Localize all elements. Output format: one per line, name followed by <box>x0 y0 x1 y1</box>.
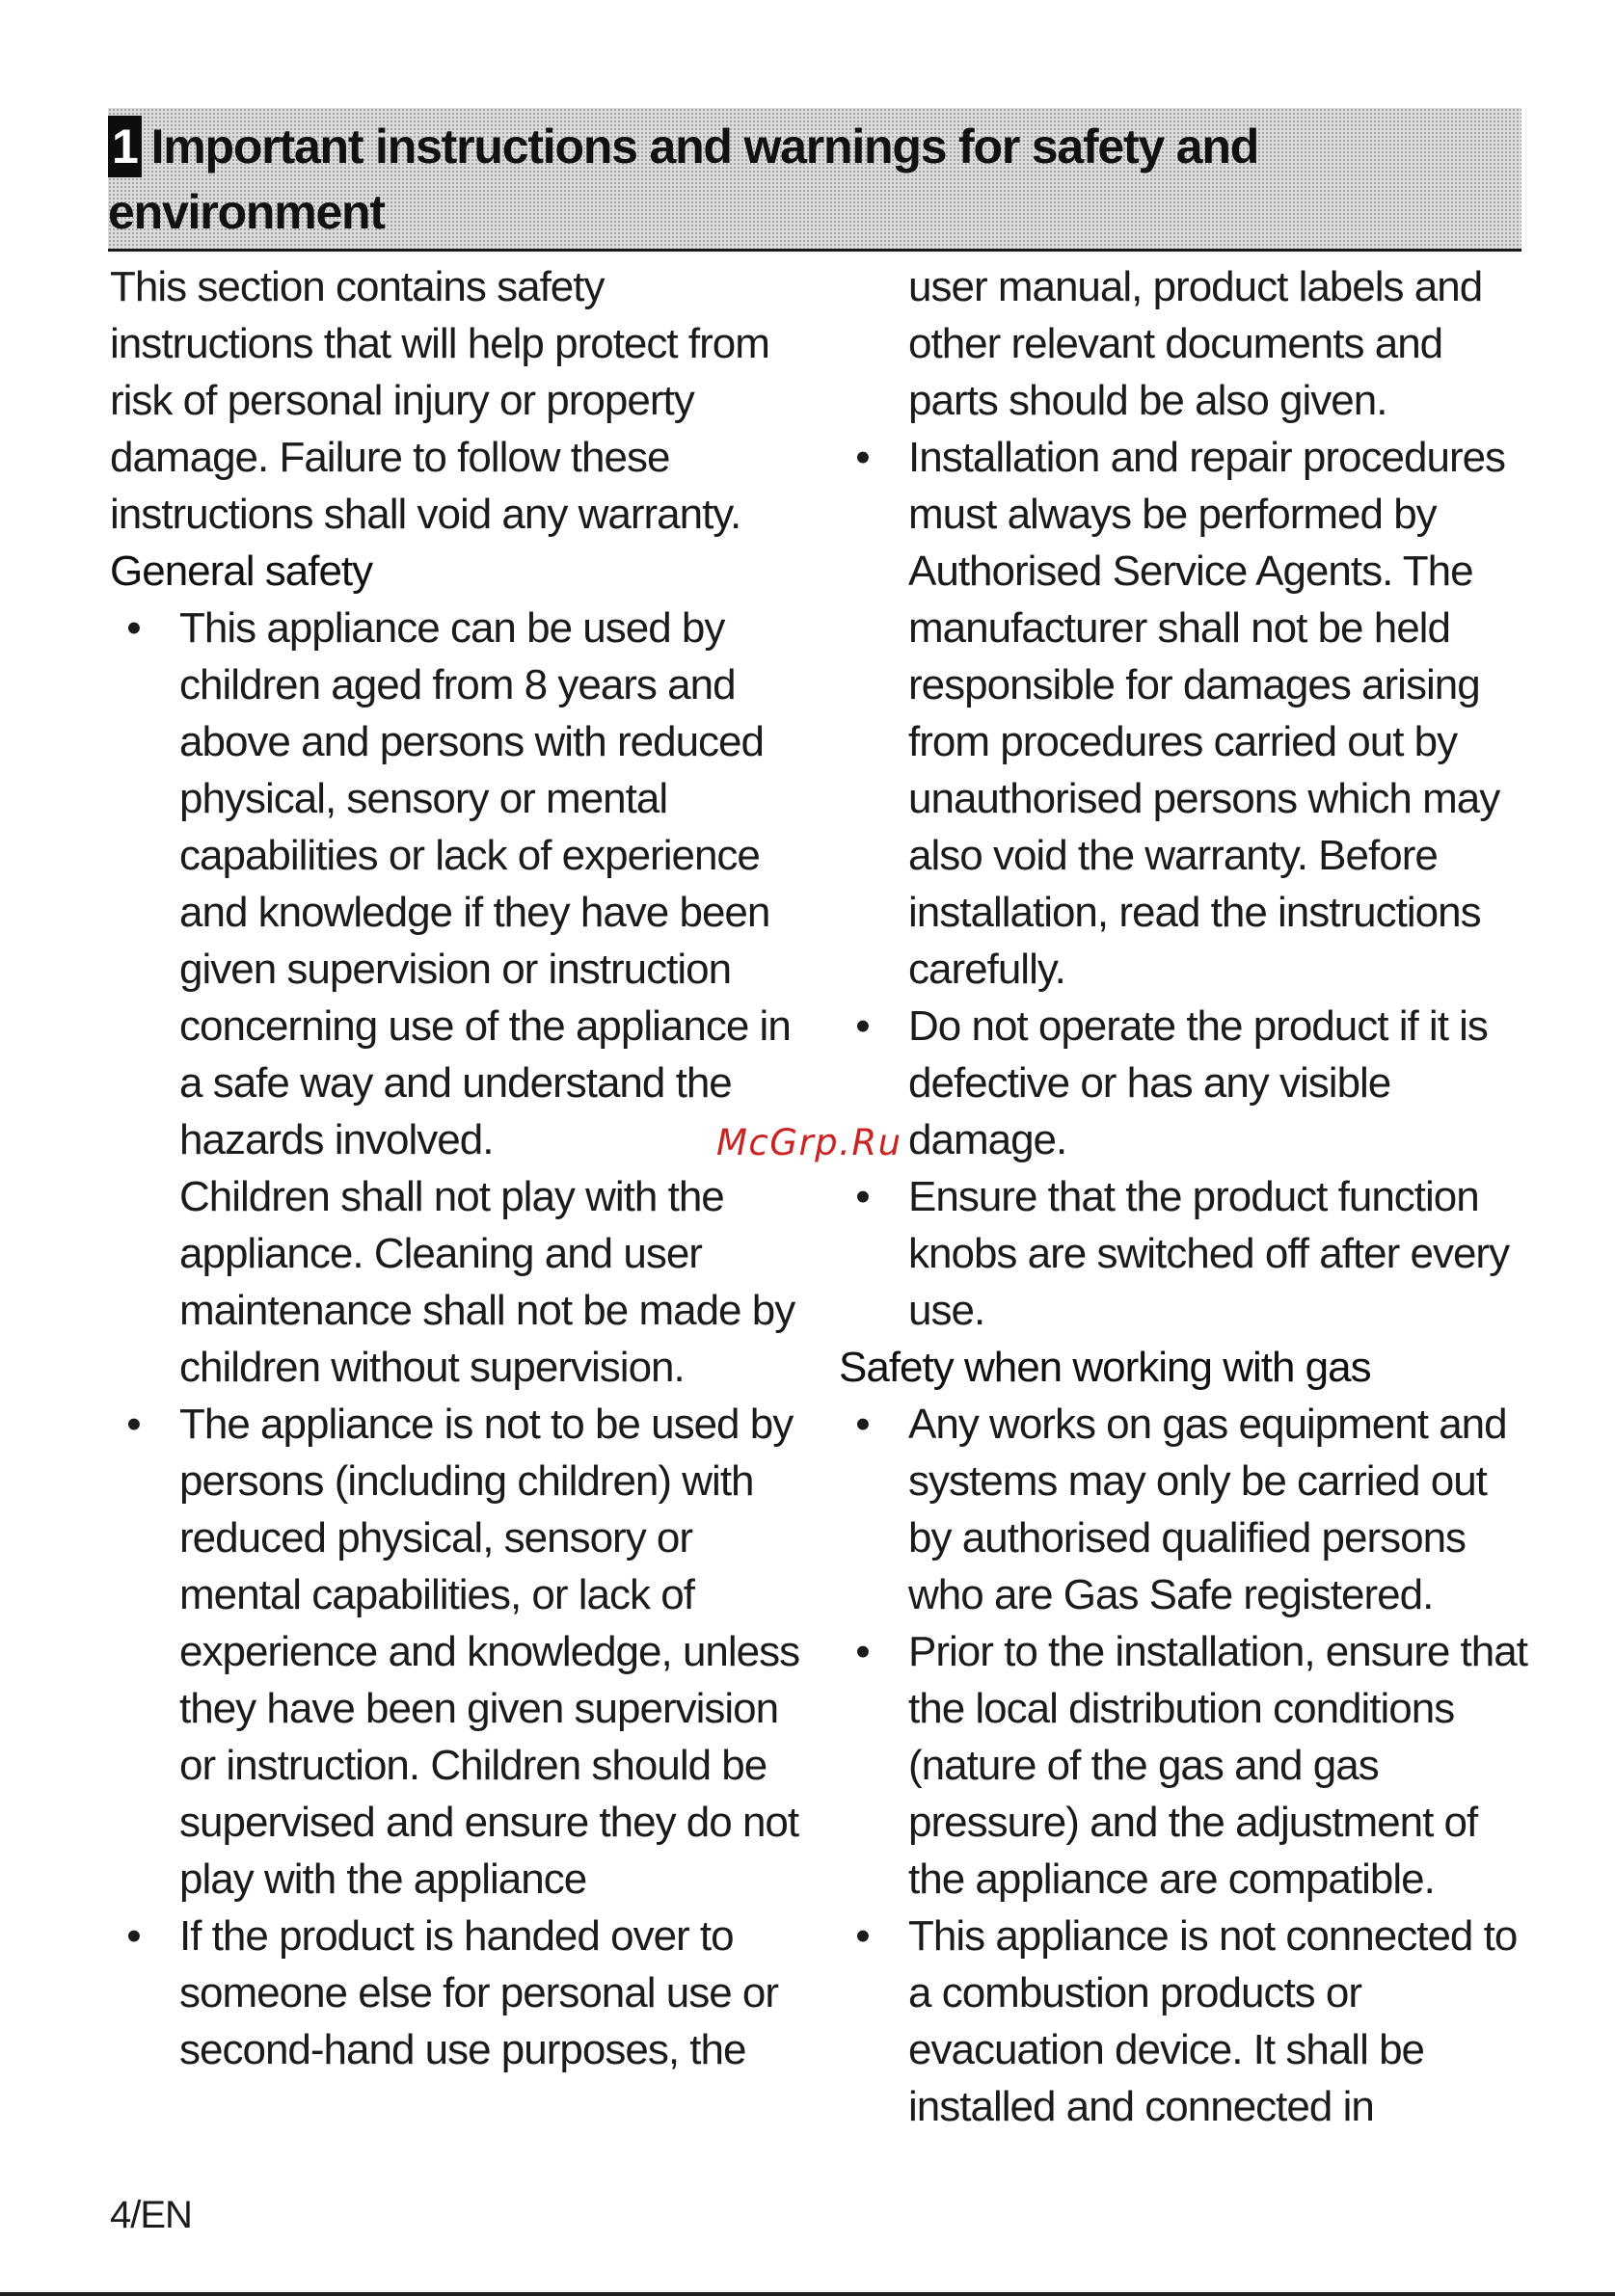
list-item-text: Do not operate the product if it is defective or has any visible damage. <box>908 1002 1488 1163</box>
watermark: McGrp.Ru <box>716 1122 902 1163</box>
page-number: 4/EN <box>110 2194 192 2236</box>
list-item-text: This appliance can be used by children aged from 8 years and above and persons with reduced physical, sensory or mental capabilities or lack of experience and knowledge if they have been given supervision or instruction concerning use of the appliance in a safe way and understand the hazards involved. <box>179 604 791 1163</box>
bullet-icon: • <box>855 1173 871 1220</box>
bullet-icon: • <box>126 1401 142 1448</box>
list-item <box>839 998 1533 1168</box>
bullet-icon: • <box>855 1401 871 1448</box>
list-item-text: If the product is handed over to someone else for personal use or second-hand use purposes, the <box>179 1912 779 2073</box>
list-item-text: Installation and repair procedures must always be performed by Authorised Service Agents. The manufacturer shall not be held responsible for damages arising from procedures carried out by unauthorised persons which may also void the warranty. Before installation, read the instructions carefully. <box>908 434 1506 993</box>
list-item <box>839 429 1533 998</box>
section-title-line2: environment <box>108 185 385 239</box>
bottom-rule <box>0 2292 1615 2296</box>
list-item <box>839 1623 1533 1908</box>
right-column <box>839 258 1533 2135</box>
bullet-icon: • <box>855 434 871 481</box>
list-item-text: user manual, product labels and other relevant documents and parts should be also given. <box>908 263 1483 424</box>
list-item <box>839 1396 1533 1623</box>
bullet-icon: • <box>855 1912 871 1960</box>
bullet-icon: • <box>855 1628 871 1675</box>
list-item-text: Prior to the installation, ensure that the local distribution conditions (nature of the gas and gas pressure) and the adjustment of the appliance are compatible. <box>908 1628 1527 1903</box>
list-item-text: This appliance is not connected to a combustion products or evacuation device. It shall be installed and connected in <box>908 1912 1518 2130</box>
general-safety-heading: General safety <box>110 547 373 595</box>
list-item <box>110 600 804 1396</box>
gas-safety-list <box>839 1396 1533 2135</box>
bullet-icon: • <box>126 1912 142 1960</box>
gas-safety-heading: Safety when working with gas <box>839 1344 1371 1391</box>
list-item <box>110 1396 804 1908</box>
section-header <box>108 108 1521 252</box>
list-item <box>839 1168 1533 1339</box>
list-item-text: Ensure that the product function knobs are switched off after every use. <box>908 1173 1510 1334</box>
section-title-line1: Important instructions and warnings for safety and <box>150 120 1259 174</box>
list-item-text: The appliance is not to be used by persons (including children) with reduced physical, sensory or mental capabilities, or lack of experience and knowledge, unless they have been given supervision or instruction. Children should be supervised and ensure they do not play with the appliance <box>179 1401 800 1903</box>
list-item-text: Any works on gas equipment and systems may only be carried out by authorised qualified persons who are Gas Safe registered. <box>908 1401 1507 1618</box>
intro-paragraph: This section contains safety instructions that will help protect from risk of personal injury or property damage. Failure to follow these instructions shall void any warranty. <box>110 263 769 538</box>
section-title <box>108 114 1458 245</box>
general-safety-list-continued <box>839 258 1533 1339</box>
general-safety-list <box>110 600 804 2078</box>
section-number-badge: 1 <box>108 116 142 177</box>
list-item <box>839 1908 1533 2135</box>
bullet-icon: • <box>126 604 142 652</box>
list-item <box>110 1908 804 2078</box>
left-column <box>110 258 804 2078</box>
list-item-text: Children shall not play with the appliance. Cleaning and user maintenance shall not be made by children without supervision. <box>179 1173 795 1391</box>
list-item-continuation <box>839 258 1533 429</box>
bullet-icon: • <box>855 1002 871 1050</box>
